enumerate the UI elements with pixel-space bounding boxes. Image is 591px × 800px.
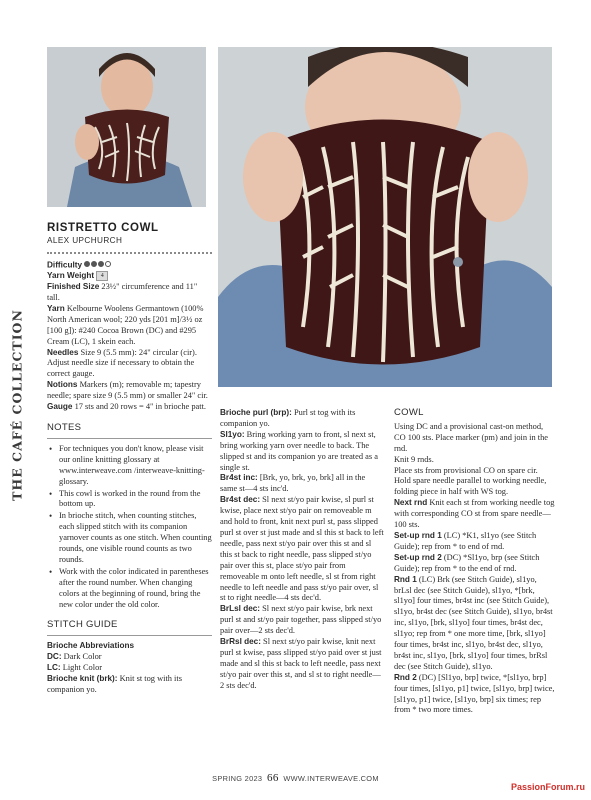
stitch-guide-column [220, 408, 384, 692]
notes-heading: NOTES [47, 421, 82, 433]
difficulty-row [47, 260, 212, 271]
yarn-weight-row [47, 271, 212, 282]
abbrev-lc: LC: Light Color [47, 663, 103, 673]
cowl-place: Place sts from provisional CO on spare cir. Hold spare needle parallel to working needle, folding piece in half with WS tog. [394, 465, 547, 497]
site-url: WWW.INTERWEAVE.COM [283, 774, 379, 783]
cowl-photo-large [218, 47, 552, 387]
yarn-weight-label: Yarn Weight [47, 271, 95, 281]
yarn-weight-icon: 4 [96, 271, 108, 281]
difficulty-rating-icon [84, 260, 112, 271]
pattern-title: RISTRETTO COWL [47, 222, 159, 234]
difficulty-label: Difficulty [47, 260, 83, 270]
abbrev-brk: Brioche knit (brk): Knit st tog with its companion yo. [47, 674, 182, 694]
cowl-setup1: Set-up rnd 1 (LC) *K1, sl1yo (see Stitch Guide); rep from * to end of rnd. [394, 530, 537, 551]
cowl-rnd2: Rnd 2 (DC) [Sl1yo, brp] twice, *[sl1yo, brp] four times, [sl1yo, p1] twice, [sl1yo, brp] twice, [sl1yo, p1] twice, [sl1yo, brp] six times; rep from * two more times. [394, 672, 555, 715]
cowl-knit9: Knit 9 rnds. [394, 454, 434, 464]
pattern-info-column [47, 222, 212, 696]
abbrev-sl1yo: Sl1yo: Bring working yarn to front, sl next st, bring working yarn over needle to back. The slipped st and its companion yo are treated as a single st. [220, 429, 378, 472]
page-footer [0, 772, 591, 784]
issue-label: SPRING 2023 [212, 774, 263, 783]
divider [47, 252, 212, 254]
list-item: • In brioche stitch, when counting stitches, each slipped stitch with its companion yarnover counts as one stitch. When counting rounds, one visible round counts as two rounds. [59, 511, 212, 566]
abbrev-brrsl-dec: BrRsl dec: Sl next st/yo pair kwise, knit next purl st kwise, pass slipped st/yo paid over st just made and sl this st back to left needle, pass next st/yo pair over this st, and sl st to right needle—2 sts dec'd. [220, 637, 382, 690]
abbrev-br4st-inc: Br4st inc: [Brk, yo, brk, yo, brk] all in the same st—4 sts inc'd. [220, 473, 366, 494]
finished-size: Finished Size 23½" circumference and 11" tall. [47, 282, 198, 302]
list-item: • Work with the color indicated in parentheses after the round number. When changing colors at the beginning of round, bring the new color under the old color. [59, 567, 212, 611]
section-label: THE CAFÉ COLLECTION [9, 309, 25, 501]
notions-spec: Notions Markers (m); removable m; tapestry needle; spare size 9 (5.5 mm) or smaller 24" cir. [47, 380, 208, 401]
list-item: • For techniques you don't know, please visit our online knitting glossary at www.interweave.com /interweave-knitting-glossary. [59, 444, 212, 488]
yarn-spec: Yarn Kelbourne Woolens Germantown (100% North American wool; 220 yds [201 m]/3½ oz [100 g]): #240 Cocoa Brown (DC) and #295 Cream (LC), 1 skein each. [47, 303, 204, 346]
list-item: • This cowl is worked in the round from the bottom up. [59, 489, 212, 511]
stitch-guide-heading: STITCH GUIDE [47, 619, 118, 631]
abbrev-brlsl-dec: BrLsl dec: Sl next st/yo pair kwise, brk next purl st and st/yo pair together, pass slipped st/yo pair over—2 sts dec'd. [220, 604, 382, 636]
gauge-spec: Gauge 17 sts and 20 rows = 4" in brioche patt. [47, 402, 207, 412]
notes-list [47, 444, 212, 611]
divider [47, 438, 212, 439]
cowl-rnd1: Rnd 1 (LC) Brk (see Stitch Guide), sl1yo, brLsl dec (see Stitch Guide), sl1yo, *[brk, sl1yo] four times, br4st inc (see Stitch Guide), sl1yo, br4st dec (see Stitch Guide), sl1yo, br4st inc, sl1yo, [brk, sl1yo] four times, br4st dec, sl1yo; rep from * one more time, [brk, sl1yo] four times, br4st inc, sl1yo, br4st dec, sl1yo, br4st inc, sl1yo, [brk, sl1yo] four times, brRsl dec (see Stitch Guide), sl1yo. [394, 574, 553, 671]
abbrev-br4st-dec: Br4st dec: Sl next st/yo pair kwise, sl purl st kwise, place next st/yo pair on removeable m and hold to front, knit next purl st, pass slipped purl st over st just made and sl this st back to left needle, pass next st/yo pair over this st and sl this st back to right needle, pass slipped st/yo pair over this st, place st/yo pair from removeable m onto left needle, sl st from right needle to left needle and pass st/yo pair over, sl st to right needle—4 sts dec'd. [220, 495, 384, 603]
cowl-setup2: Set-up rnd 2 (DC) *Sl1yo, brp (see Stitch Guide); rep from * to the end of rnd. [394, 552, 540, 573]
cowl-next-rnd: Next rnd Knit each st from working needle tog with corresponding CO st from spare needle—100 sts. [394, 498, 555, 530]
designer-name: ALEX UPCHURCH [47, 236, 123, 245]
abbreviations-heading: Brioche Abbreviations [47, 641, 135, 651]
divider [47, 635, 212, 636]
cowl-photo-small [47, 47, 206, 207]
cowl-heading: COWL [394, 407, 424, 418]
needles-spec: Needles Size 9 (5.5 mm): 24" circular (cir). Adjust needle size if necessary to obtain the correct gauge. [47, 347, 197, 379]
cowl-intro: Using DC and a provisional cast-on method, CO 100 sts. Place marker (pm) and join in the rnd. [394, 421, 548, 453]
page-number: 66 [267, 772, 279, 784]
abbrev-dc: DC: Dark Color [47, 652, 102, 662]
abbrev-brp: Brioche purl (brp): Purl st tog with its companion yo. [220, 408, 356, 428]
cowl-instructions-column [394, 408, 556, 716]
watermark: PassionForum.ru [510, 782, 585, 792]
